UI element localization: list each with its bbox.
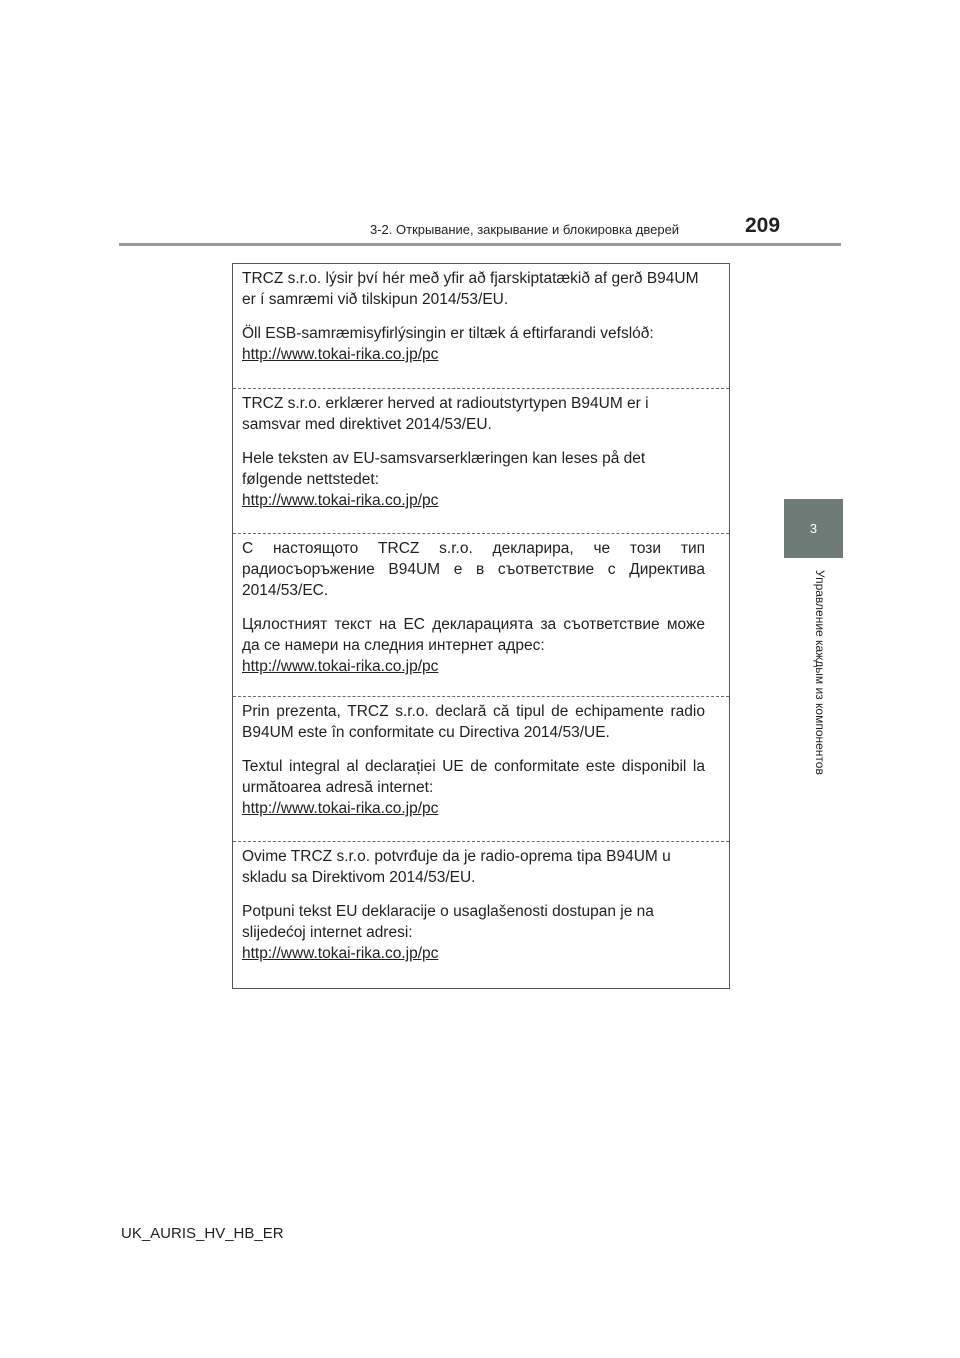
declaration-link[interactable]: http://www.tokai-rika.co.jp/pc: [242, 945, 439, 962]
declaration-statement: С настоящото TRCZ s.r.o. декларира, че този тип радиосъоръжение B94UM е в съответствие с Директива 2014/53/ЕС.: [242, 540, 705, 599]
declaration-icelandic: [233, 264, 729, 388]
declaration-note: Potpuni tekst EU deklaracije o usaglašenosti dostupan je na slijedećoj internet adresi:: [242, 903, 654, 941]
declaration-note: Öll ESB-samræmisyfirlýsingin er tiltæk á eftirfarandi vefslóð:: [242, 325, 654, 342]
declaration-link[interactable]: http://www.tokai-rika.co.jp/pc: [242, 346, 439, 363]
chapter-number: 3: [809, 521, 818, 536]
chapter-label: Управление каждым из компонентов: [813, 570, 827, 775]
header-divider: [119, 243, 841, 246]
declaration-box: [232, 263, 730, 989]
declaration-note: Цялостният текст на ЕС декларацията за съответствие може да се намери на следния интернет адрес:: [242, 616, 705, 654]
declaration-bulgarian: [233, 533, 729, 696]
declaration-statement: Prin prezenta, TRCZ s.r.o. declară că tipul de echipamente radio B94UM este în conformitate cu Directiva 2014/53/UE.: [242, 703, 705, 741]
declaration-note: Textul integral al declarației UE de conformitate este disponibil la următoarea adresă internet:: [242, 758, 705, 796]
section-title: 3-2. Открывание, закрывание и блокировка дверей: [370, 222, 680, 237]
declaration-statement: TRCZ s.r.o. erklærer herved at radioutstyrtypen B94UM er i samsvar med direktivet 2014/53/EU.: [242, 395, 649, 433]
declaration-link[interactable]: http://www.tokai-rika.co.jp/pc: [242, 492, 439, 509]
page-number: 209: [745, 214, 781, 237]
declaration-note: Hele teksten av EU-samsvarserklæringen kan leses på det følgende nettstedet:: [242, 450, 646, 488]
declaration-romanian: [233, 696, 729, 841]
declaration-croatian: [233, 841, 729, 988]
declaration-statement: TRCZ s.r.o. lýsir því hér með yfir að fjarskiptatækið af gerð B94UM er í samræmi við tilskipun 2014/53/EU.: [242, 270, 699, 308]
declaration-link[interactable]: http://www.tokai-rika.co.jp/pc: [242, 800, 439, 817]
declaration-statement: Ovime TRCZ s.r.o. potvrđuje da je radio-oprema tipa B94UM u skladu sa Direktivom 2014/53/EU.: [242, 848, 671, 886]
declaration-link[interactable]: http://www.tokai-rika.co.jp/pc: [242, 658, 439, 675]
document-code: UK_AURIS_HV_HB_ER: [121, 1225, 284, 1242]
declaration-norwegian: [233, 388, 729, 533]
chapter-tab: [784, 499, 843, 558]
